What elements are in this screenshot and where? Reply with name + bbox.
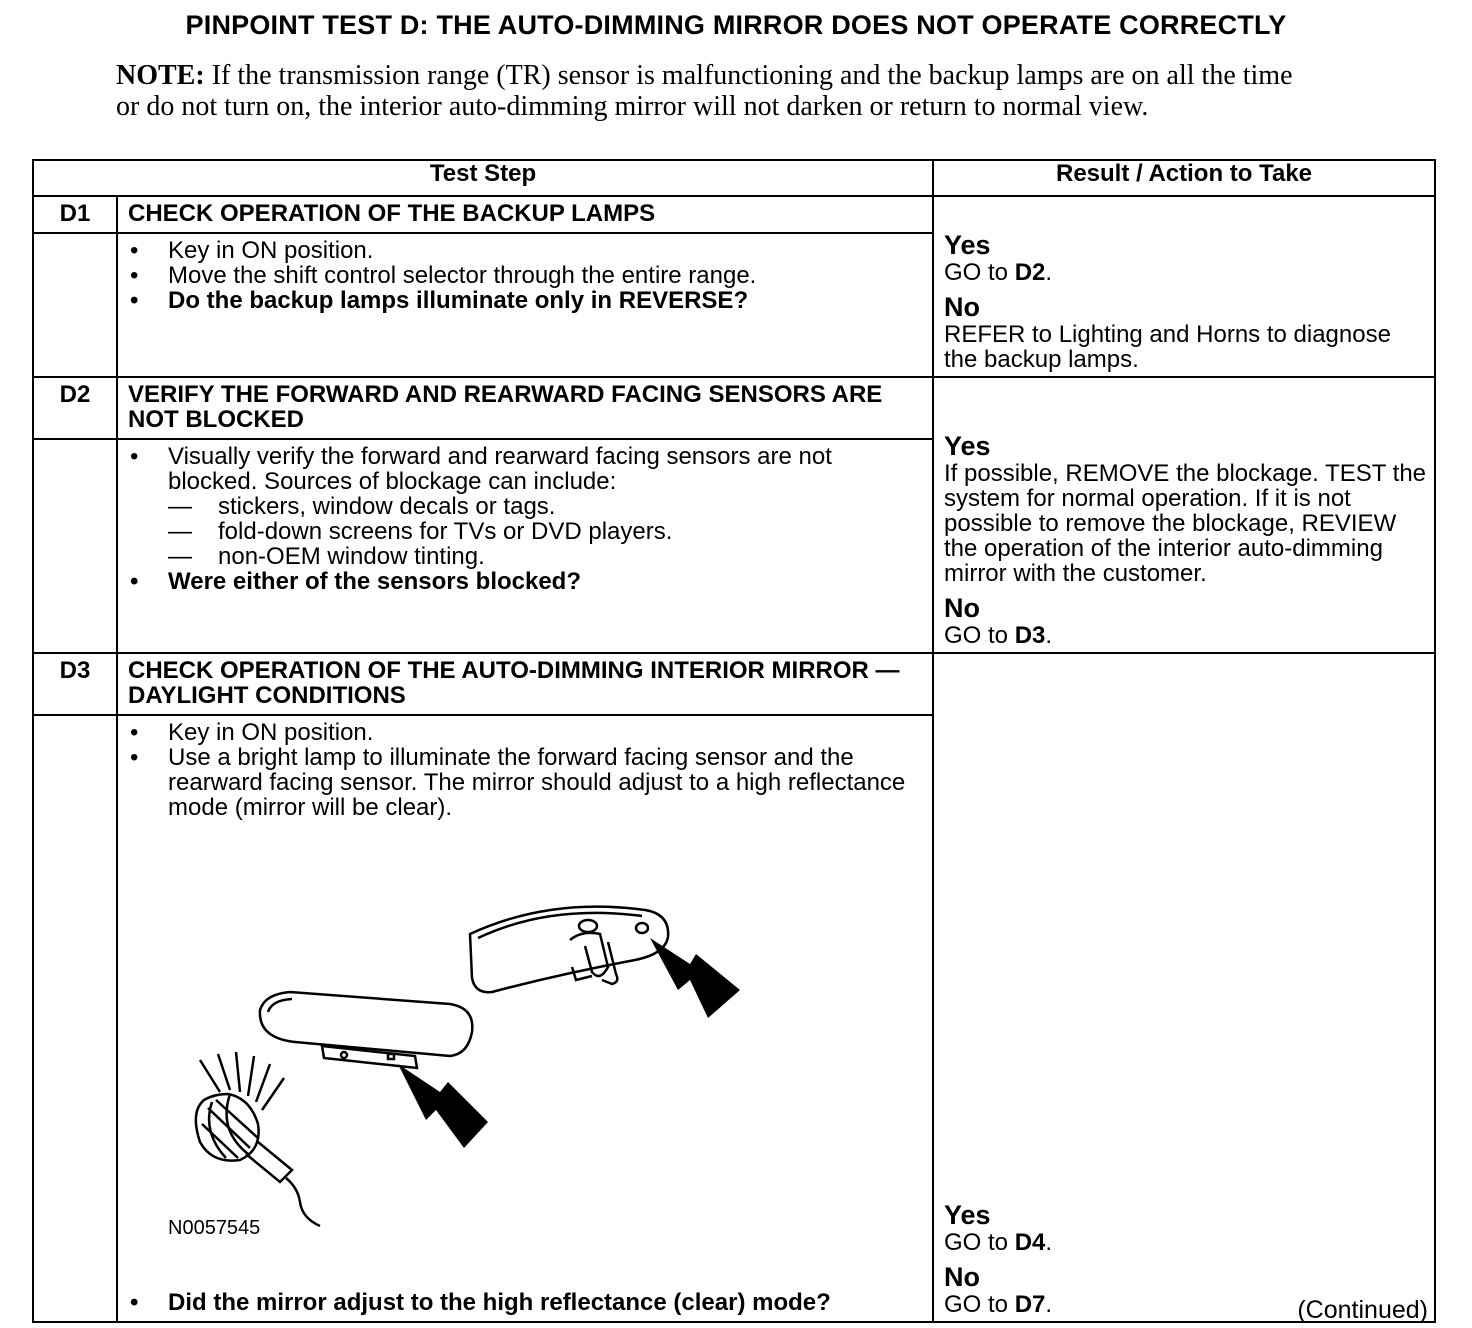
yes-action: GO to D2.: [944, 259, 1053, 286]
yes-label: Yes: [944, 431, 991, 461]
header-result-action: Result / Action to Take: [933, 160, 1435, 196]
step-id-spacer: [33, 233, 117, 377]
goto-d4-link[interactable]: D4: [1014, 1229, 1046, 1256]
header-test-step: Test Step: [33, 160, 933, 196]
step-bullet: • Key in ON position.: [130, 238, 924, 263]
no-label: No: [944, 593, 980, 623]
no-action: GO to D3.: [944, 622, 1053, 649]
step-d1-result: [933, 196, 1435, 377]
step-body: [117, 715, 933, 1322]
lamp-drawing: [196, 1052, 320, 1226]
yes-action: GO to D4.: [944, 1229, 1053, 1256]
front-mirror-drawing: [260, 992, 472, 1068]
step-d3-title-row: [33, 653, 1435, 715]
step-d3-result: [933, 653, 1435, 1322]
note-label: NOTE:: [116, 60, 205, 91]
table-header-row: [33, 160, 1435, 196]
yes-label: Yes: [944, 230, 991, 260]
step-bullet: • Use a bright lamp to illuminate the forward facing sensor and the rearward facing sensor. The mirror should adjust to a high reflectance mode (mirror will be clear).: [130, 745, 924, 820]
step-title: CHECK OPERATION OF THE AUTO-DIMMING INTERIOR MIRROR — DAYLIGHT CONDITIONS: [117, 653, 933, 715]
step-body: [117, 233, 933, 377]
blockage-item: — fold-down screens for TVs or DVD players.: [168, 519, 924, 544]
front-sensor-arrow: [398, 1064, 488, 1148]
blockage-item: — non-OEM window tinting.: [168, 544, 924, 569]
yes-label: Yes: [944, 1200, 991, 1230]
page-title: PINPOINT TEST D: THE AUTO-DIMMING MIRROR DOES NOT OPERATE CORRECTLY: [185, 10, 1287, 40]
step-bullet: • Move the shift control selector through the entire range.: [130, 263, 924, 288]
goto-d2-link[interactable]: D2: [1014, 259, 1046, 286]
step-title: CHECK OPERATION OF THE BACKUP LAMPS: [117, 196, 933, 233]
step-id: D2: [33, 377, 117, 439]
blockage-item: — stickers, window decals or tags.: [168, 494, 924, 519]
goto-d7-link[interactable]: D7: [1014, 1291, 1046, 1318]
step-d2-result: [933, 377, 1435, 653]
rear-mirror-drawing: [470, 907, 668, 993]
continued-label: (Continued): [1297, 1296, 1428, 1324]
no-label: No: [944, 292, 980, 322]
step-id: D3: [33, 653, 117, 715]
step-bullet: • Key in ON position.: [130, 720, 924, 745]
mirror-lamp-diagram: [130, 842, 750, 1242]
no-action: GO to D7.: [944, 1291, 1053, 1318]
no-action: REFER to Lighting and Horns to diagnose the backup lamps.: [944, 321, 1391, 373]
goto-d3-link[interactable]: D3: [1014, 622, 1046, 649]
step-question: • Did the mirror adjust to the high reflectance (clear) mode?: [130, 1290, 924, 1315]
step-d1-title-row: [33, 196, 1435, 233]
step-id-spacer: [33, 439, 117, 653]
step-d2-title-row: [33, 377, 1435, 439]
no-label: No: [944, 1262, 980, 1292]
step-id-spacer: [33, 715, 117, 1322]
mirror-illustration: [130, 842, 924, 1282]
rear-sensor-arrow: [650, 938, 740, 1018]
yes-action: If possible, REMOVE the blockage. TEST the system for normal operation. If it is not possible to remove the blockage, REVIEW the operation of the interior auto-dimming mirror with the customer.: [944, 460, 1427, 587]
step-question: • Do the backup lamps illuminate only in REVERSE?: [130, 288, 924, 313]
step-body: [117, 439, 933, 653]
step-bullet: • Visually verify the forward and rearward facing sensors are not blocked. Sources of blockage can include: — stickers, window decals or tags. — fold-down screens for TVs or DVD players. — non-OEM window tinting.: [130, 444, 924, 569]
pinpoint-test-table: [32, 159, 1436, 1323]
note-text: If the transmission range (TR) sensor is malfunctioning and the backup lamps are on all the time or do not turn on, the interior auto-dimming mirror will not darken or return to normal view.: [116, 60, 1293, 122]
step-id: D1: [33, 196, 117, 233]
figure-code: N0057545: [168, 1217, 261, 1239]
note-paragraph: [116, 60, 1316, 122]
step-question: • Were either of the sensors blocked?: [130, 569, 924, 594]
step-title: VERIFY THE FORWARD AND REARWARD FACING SENSORS ARE NOT BLOCKED: [117, 377, 933, 439]
